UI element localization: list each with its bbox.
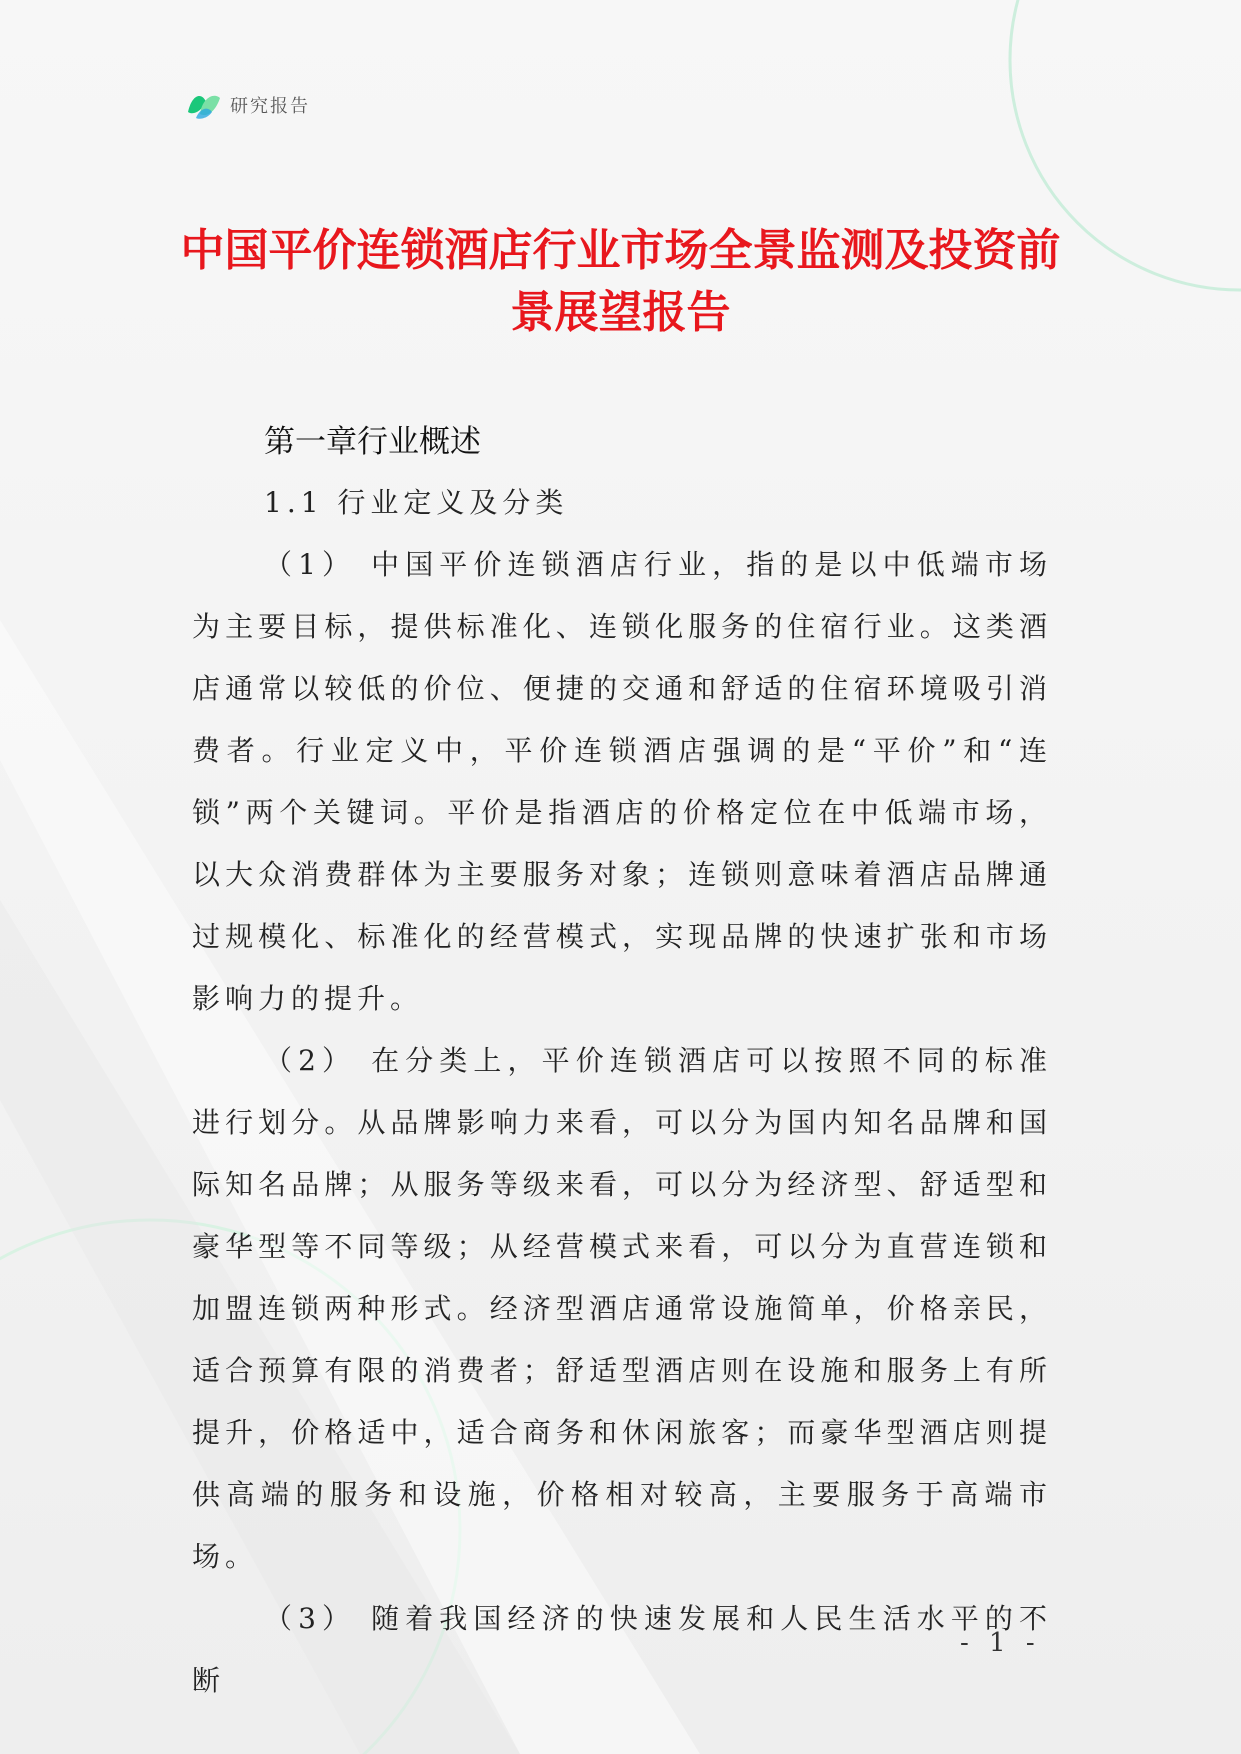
report-title: 中国平价连锁酒店行业市场全景监测及投资前景展望报告 — [180, 225, 1061, 338]
paragraph-1: （1） 中国平价连锁酒店行业，指的是以中低端市场为主要目标，提供标准化、连锁化服务的住宿行业。这类酒店通常以较低的价位、便捷的交通和舒适的住宿环境吸引消费者。行业定义中，平价连锁酒店强调的是“平价”和“连锁”两个关键词。平价是指酒店的价格定位在中低端市场，以大众消费群体为主要服务对象；连锁则意味着酒店品牌通过规模化、标准化的经营模式，实现品牌的快速扩张和市场影响力的提升。 — [192, 548, 1052, 1015]
page-header — [186, 88, 310, 122]
chapter-heading: 第一章行业概述 — [264, 424, 481, 460]
document-body — [192, 412, 1052, 1712]
header-label: 研究报告 — [230, 96, 310, 117]
paragraph-2: （2） 在分类上，平价连锁酒店可以按照不同的标准进行划分。从品牌影响力来看，可以分为国内知名品牌和国际知名品牌；从服务等级来看，可以分为经济型、舒适型和豪华型等不同等级；从经营模式来看，可以分为直营连锁和加盟连锁两种形式。经济型酒店通常设施简单，价格亲民，适合预算有限的消费者；舒适型酒店则在设施和服务上有所提升，价格适中，适合商务和休闲旅客；而豪华型酒店则提供高端的服务和设施，价格相对较高，主要服务于高端市场。 — [192, 1044, 1052, 1573]
page-number: - 1 - — [960, 1628, 1041, 1658]
paragraph-3: （3） 随着我国经济的快速发展和人民生活水平的不断 — [192, 1602, 1052, 1697]
section-heading: 1.1 行业定义及分类 — [264, 486, 569, 519]
leaf-logo-icon — [186, 88, 222, 122]
